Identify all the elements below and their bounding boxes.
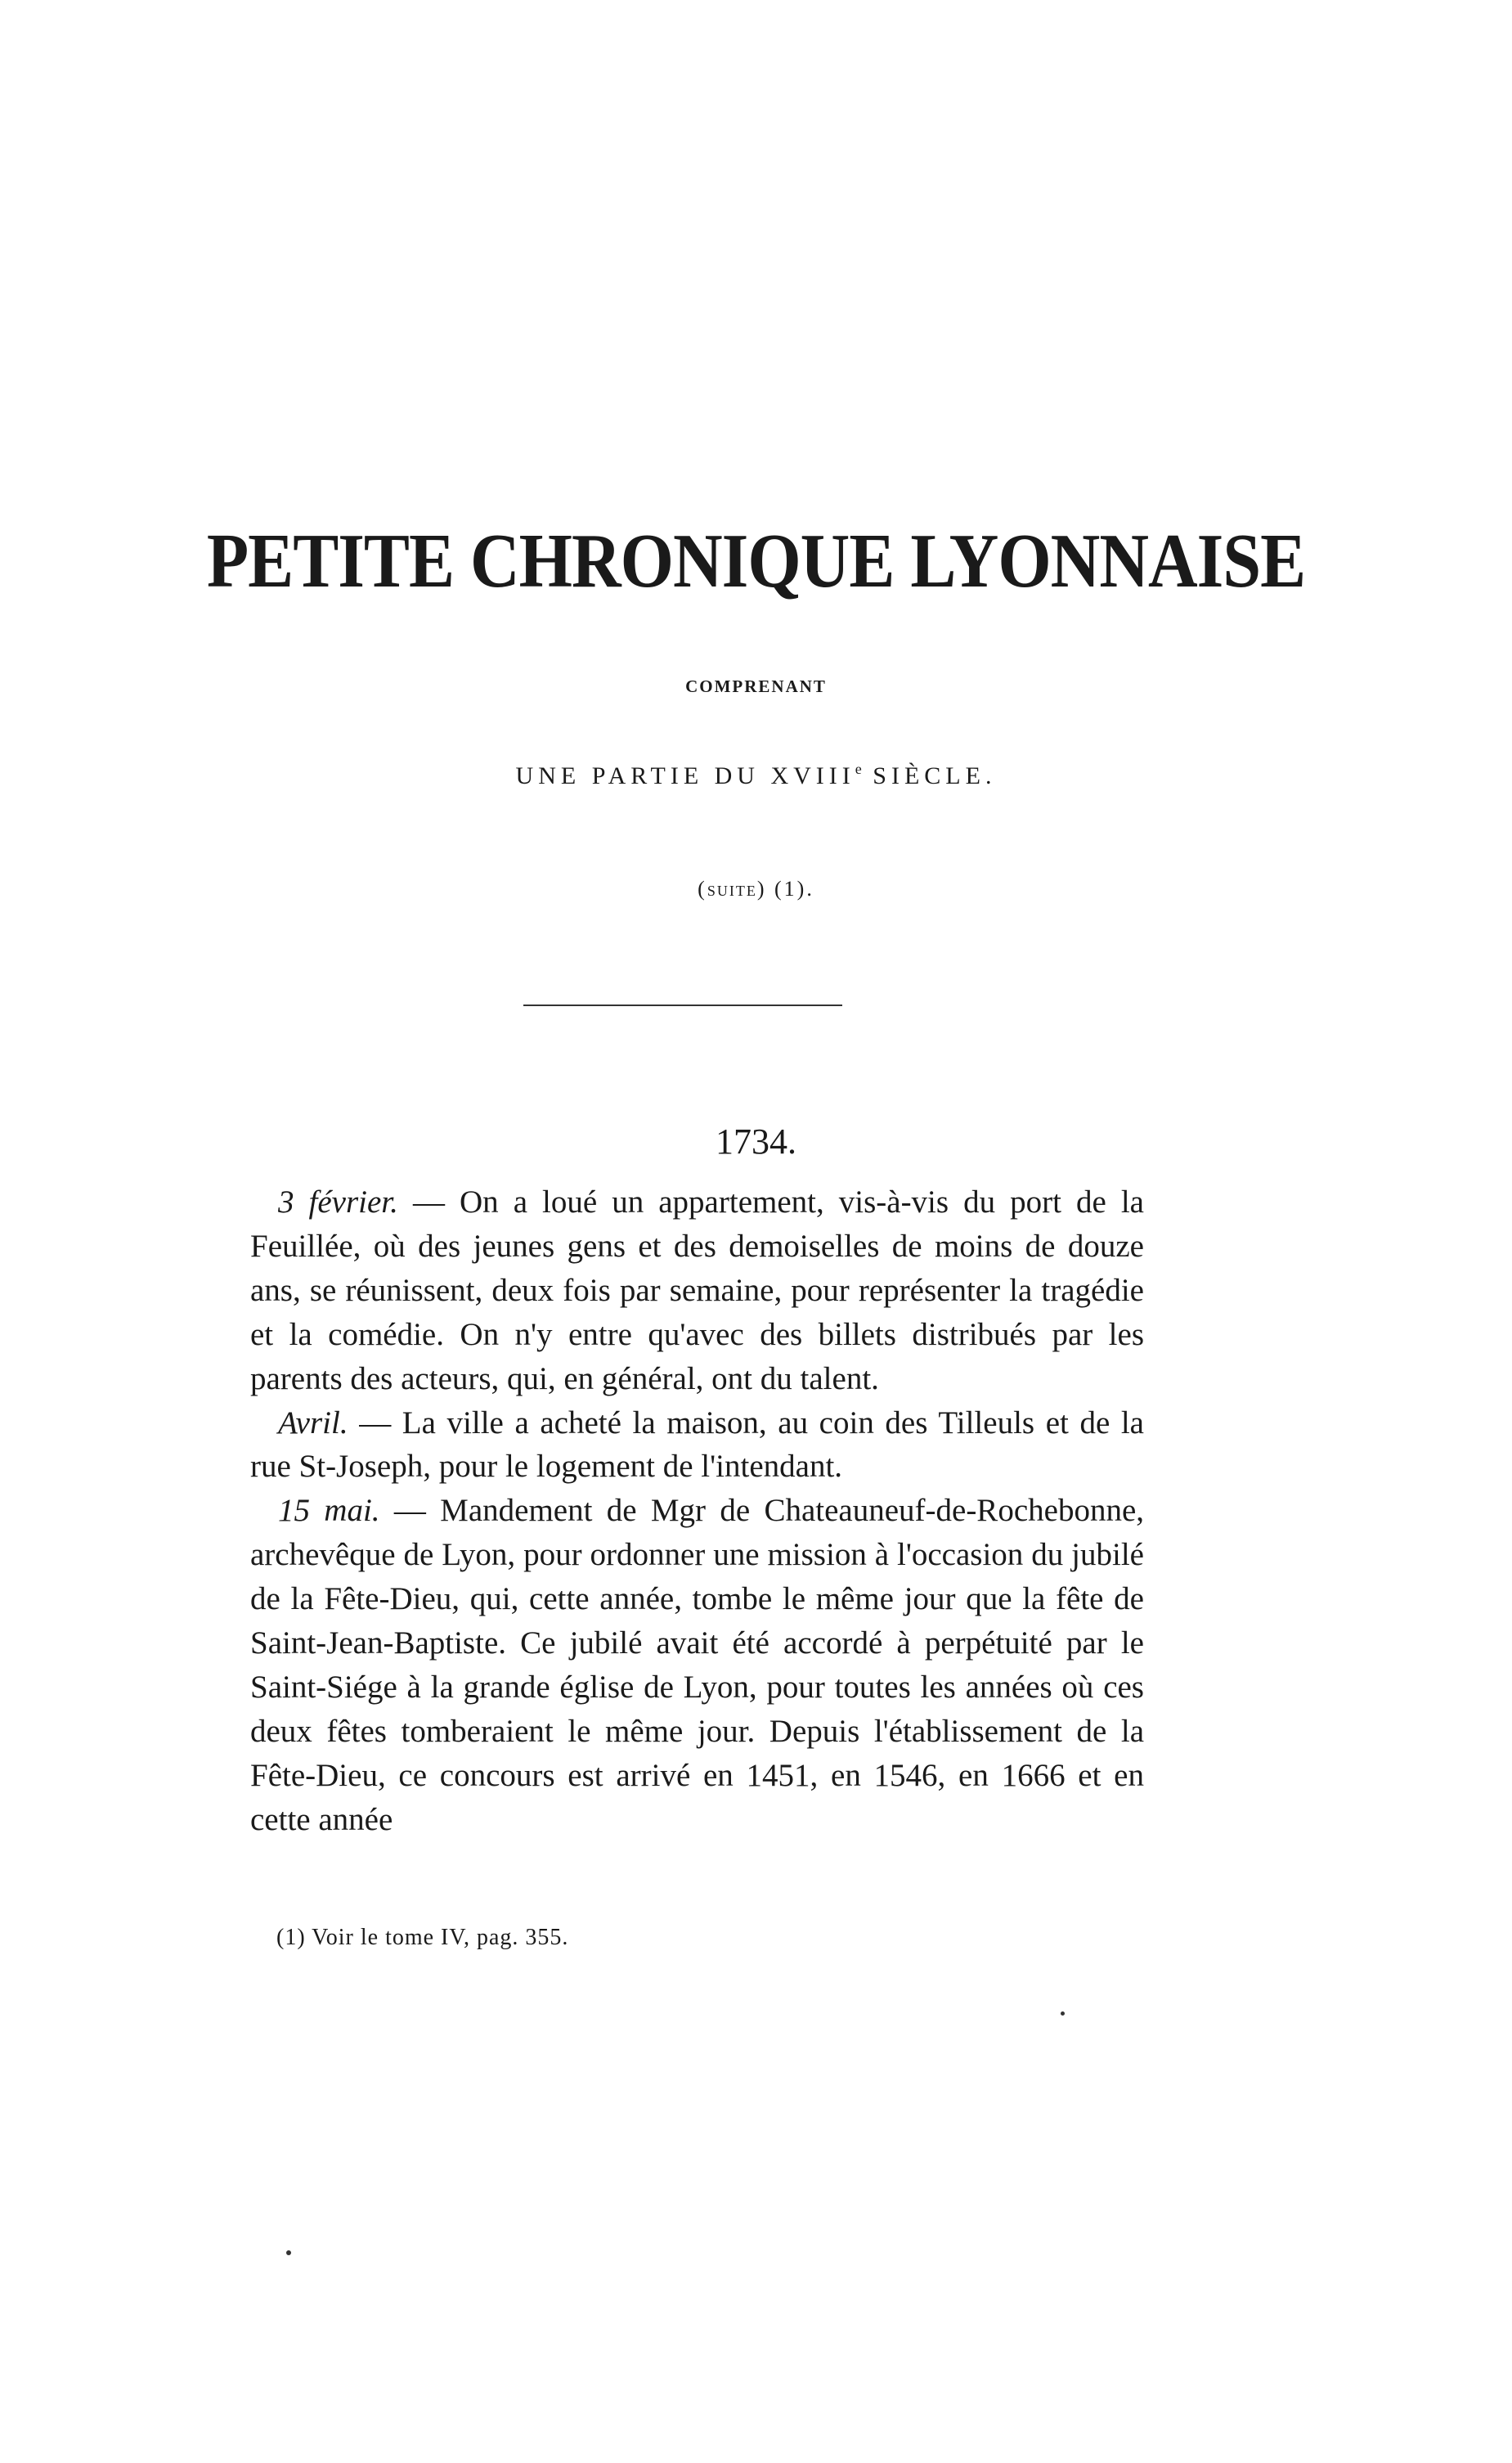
subtitle-text: UNE PARTIE DU XVIII [515, 762, 855, 789]
subtitle [0, 761, 1512, 790]
chronicle-entry [250, 1489, 1144, 1841]
subtitle-superscript: e [855, 761, 862, 777]
footnote: (1) Voir le tome IV, pag. 355. [276, 1925, 569, 1950]
entry-text: — On a loué un appartement, vis-à-vis du port de la Feuillée, où des jeunes gens et des demoiselles de moins de douze ans, se réunissent, deux fois par semaine, pour représenter la tragédie et la comédie. On n'y entre qu'avec des billets distribués par les parents des acteurs, qui, en général, ont du talent. [250, 1184, 1144, 1396]
chronicle-body [250, 1180, 1144, 1842]
entry-date: 15 mai. [278, 1493, 380, 1529]
section-divider [523, 1005, 842, 1006]
chronicle-entry [250, 1180, 1144, 1401]
ink-speck [1061, 2011, 1065, 2016]
suite-close: ) (1). [756, 877, 814, 901]
ink-speck [286, 2250, 291, 2255]
comprenant-label: COMPRENANT [685, 676, 827, 696]
subtitle-text-end: SIÈCLE. [861, 762, 997, 789]
suite-label [0, 877, 1512, 901]
suite-word: SUITE [707, 883, 757, 899]
entry-text: — La ville a acheté la maison, au coin des Tilleuls et de la rue St-Joseph, pour le logement de l'intendant. [250, 1405, 1144, 1485]
page-title: PETITE CHRONIQUE LYONNAISE [206, 519, 1306, 605]
section-year: 1734. [716, 1121, 796, 1162]
chronicle-entry [250, 1401, 1144, 1490]
suite-open: ( [698, 877, 707, 901]
entry-text: — Mandement de Mgr de Chateauneuf-de-Rochebonne, archevêque de Lyon, pour ordonner une mission à l'occasion du jubilé de la Fête-Dieu, qui, cette année, tombe le même jour que la fête de Saint-Jean-Baptiste. Ce jubilé avait été accordé à perpétuité par le Saint-Siége à la grande église de Lyon, pour toutes les années où ces deux fêtes tomberaient le même jour. Depuis l'établissement de la Fête-Dieu, ce concours est arrivé en 1451, en 1546, en 1666 et en cette année [250, 1493, 1145, 1837]
entry-date: 3 février. [278, 1184, 398, 1220]
entry-date: Avril. [278, 1405, 348, 1440]
